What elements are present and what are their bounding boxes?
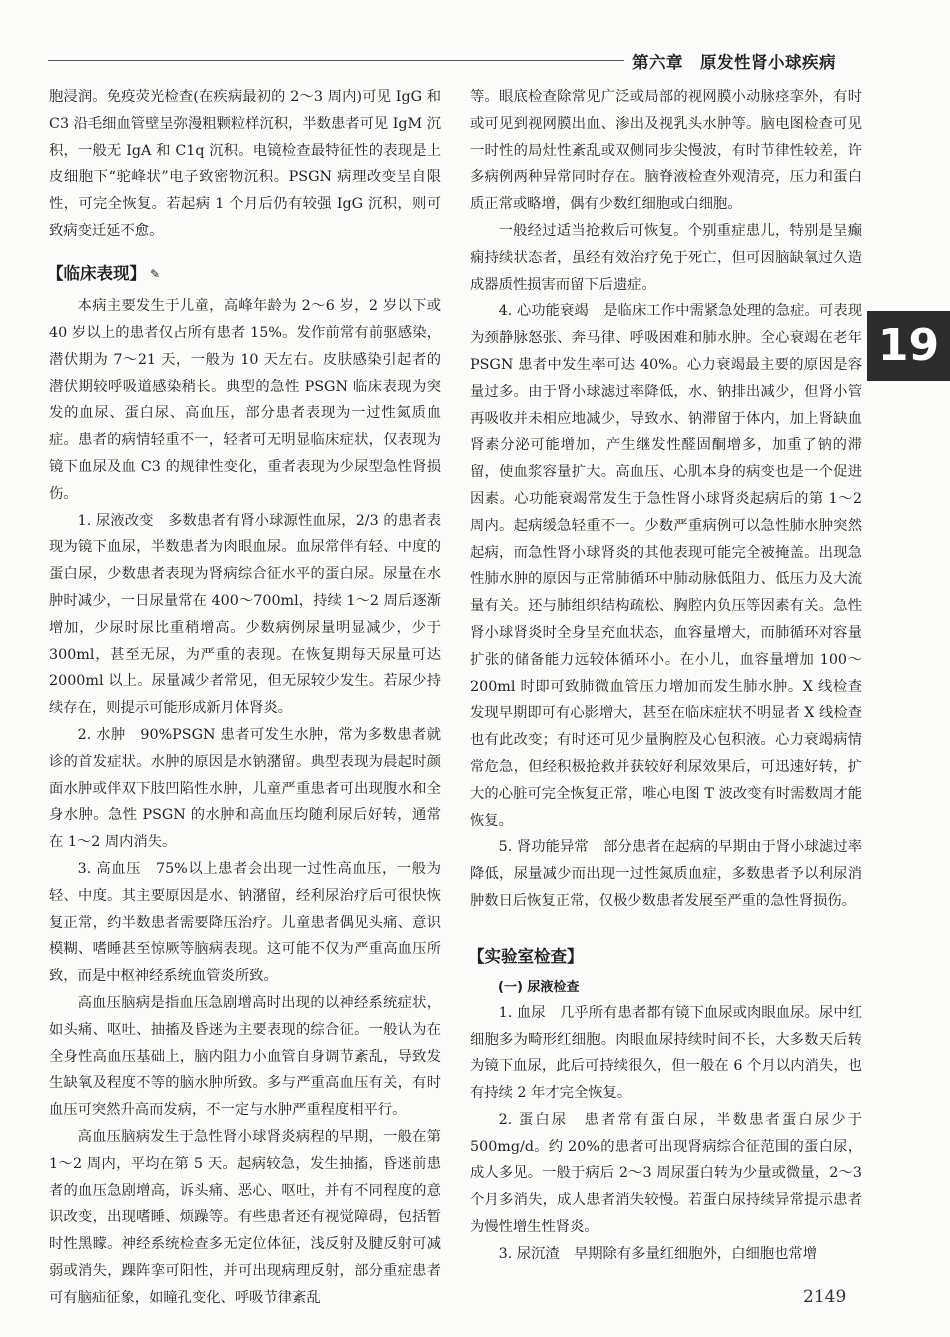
page-number: 2149 bbox=[803, 1287, 847, 1307]
section-heading-clinical-label: 【临床表现】 bbox=[47, 263, 146, 283]
paragraph-pathology-continued: 胞浸润。免疫荧光检查(在疾病最初的 2～3 周内)可见 IgG 和 C3 沿毛细血管壁呈弥漫粗颗粒样沉积，半数患者可见 IgM 沉积，一般无 IgA 和 C1q 沉积。电镜检查最特征性的表现是上皮细胞下“驼峰状”电子致密物沉积。PSGN 病理改变呈自限性，可完全恢复。若起病 1 个月后仍有较强 IgG 沉积，则可致病变迁延不愈。 bbox=[49, 89, 441, 239]
pencil-mark-icon: ✎ bbox=[150, 267, 161, 282]
paragraph-encephalopathy-onset: 高血压脑病发生于急性肾小球肾炎病程的早期，一般在第 1～2 周内，平均在第 5 天。起病较急，发生抽搐，昏迷前患者的血压急剧增高，诉头痛、恶心、呕吐，并有不同程度的意识改变，出现嗜睡、烦躁等。有些患者还有视觉障碍，包括暂时性黑矇。神经系统检查多无定位体征，浅反射及腱反射可减弱或消失，踝阵挛可阳性，并可出现病理反射，部分重症患者可有脑疝征象，如瞳孔变化、呼吸节律紊乱 bbox=[49, 1128, 441, 1306]
paragraph-edema: 2. 水肿 90%PSGN 患者可发生水肿，常为多数患者就诊的首发症状。水肿的原因是水钠潴留。典型表现为晨起时颜面水肿或伴双下肢凹陷性水肿，儿童严重患者可出现腹水和全身水肿。急性 PSGN 的水肿和高血压均随利尿后好转，通常在 1～2 周内消失。 bbox=[49, 727, 441, 851]
header-rule bbox=[48, 60, 624, 61]
paragraph-recovery: 一般经过适当抢救后可恢复。个别重症患儿，特别是呈癫痫持续状态者，虽经有效治疗免于死亡，但可因脑缺氧过久造成器质性损害而留下后遗症。 bbox=[470, 222, 862, 293]
paragraph-clinical-overview: 本病主要发生于儿童，高峰年龄为 2～6 岁，2 岁以下或 40 岁以上的患者仅占所有患者 15%。发作前常有前驱感染，潜伏期为 7～21 天，一般为 10 天左右。皮肤感染引起者的潜伏期较呼吸道感染稍长。典型的急性 PSGN 临床表现为突发的血尿、蛋白尿、高血压，部分患者表现为一过性氮质血症。患者的病情轻重不一，轻者可无明显临床症状，仅表现为镜下血尿及血 C3 的规律性变化，重者表现为少尿型急性肾损伤。 bbox=[49, 298, 441, 502]
paragraph-encephalopathy-continued: 等。眼底检查除常见广泛或局部的视网膜小动脉痉挛外，有时或可见到视网膜出血、渗出及视乳头水肿等。脑电图检查可见一时性的局灶性紊乱或双侧同步尖慢波，有时节律性较差，许多病例两种异常同时存在。脑脊液检查外观清亮，压力和蛋白质正常或略增，偶有少数红细胞或白细胞。 bbox=[470, 89, 862, 213]
paragraph-urine-changes: 1. 尿液改变 多数患者有肾小球源性血尿，2/3 的患者表现为镜下血尿，半数患者为肉眼血尿。血尿常伴有轻、中度的蛋白尿，少数患者表现为肾病综合征水平的蛋白尿。尿量在水肿时减少，一日尿量常在 400～700ml，持续 1～2 周后逐渐增加，少尿时尿比重稍增高。少数病例尿量明显减少，少于 300ml，甚至无尿，为严重的表现。在恢复期每天尿量可达 2000ml 以上。尿量减少者常见，但无尿较少发生。若尿少持续存在，则提示可能形成新月体肾炎。 bbox=[49, 512, 441, 717]
section-heading-lab: 【实验室检查】 bbox=[468, 946, 584, 966]
paragraph-heart-failure: 4. 心功能衰竭 是临床工作中需紧急处理的急症。可表现为颈静脉怒张、奔马律、呼吸困难和肺水肿。全心衰竭在老年 PSGN 患者中发生率可达 40%。心力衰竭最主要的原因是容量过多。由于肾小球滤过率降低，水、钠排出减少，但肾小管再吸收并未相应地减少，导致水、钠滞留于体内，加上肾缺血肾素分泌可能增加，产生继发性醛固酮增多，加重了钠的滞留，使血浆容量扩大。高血压、心肌本身的病变也是一个促进因素。心功能衰竭常发生于急性肾小球肾炎起病后的第 1～2 周内。起病缓急轻重不一。少数严重病例可以急性肺水肿突然起病，而急性肾小球肾炎的其他表现可能完全被掩盖。出现急性肺水肿的原因与正常肺循环中肺动脉低阻力、低压力及大流量有关。还与肺组织结构疏松、胸腔内负压等因素有关。急性肾小球肾炎时全身呈充血状态，血容量增大，而肺循环对容量扩张的储备能力远较体循环小。在小儿，血容量增加 100～200ml 时即可致肺微血管压力增加而发生肺水肿。X 线检查发现早期即可有心影增大，甚至在临床症状不明显者 X 线检查也有此改变；有时还可见少量胸腔及心包积液。心力衰竭病情常危急，但经积极抢救并获较好利尿效果后，可迅速好转，扩大的心脏可完全恢复正常，唯心电图 T 波改变有时需数周才能恢复。 bbox=[470, 303, 862, 829]
paragraph-urine-sediment: 3. 尿沉渣 早期除有多量红细胞外，白细胞也常增 bbox=[498, 1245, 818, 1262]
paragraph-hypertension: 3. 高血压 75%以上患者会出现一过性高血压，一般为轻、中度。其主要原因是水、钠潴留，经利尿治疗后可很快恢复正常，约半数患者需要降压治疗。儿童患者偶见头痛、意识模糊、嗜睡甚至惊厥等脑病表现。这可能不仅为严重高血压所致，而是中枢神经系统血管炎所致。 bbox=[49, 861, 441, 985]
paragraph-proteinuria: 2. 蛋白尿 患者常有蛋白尿，半数患者蛋白尿少于 500mg/d。约 20%的患者可出现肾病综合征范围的蛋白尿，成人多见。一般于病后 2～3 周尿蛋白转为少量或微量，2～3 个月多消失，成人患者消失较慢。若蛋白尿持续异常提示患者为慢性增生性肾炎。 bbox=[470, 1111, 862, 1236]
subsection-heading-urine: (一) 尿液检查 bbox=[498, 979, 580, 995]
paragraph-hematuria: 1. 血尿 几乎所有患者都有镜下血尿或肉眼血尿。尿中红细胞多为畸形红细胞。肉眼血尿持续时间不长，大多数天后转为镜下血尿，此后可持续很久，但一般在 6 个月以内消失，也有持续 2 年才完全恢复。 bbox=[470, 1004, 862, 1102]
left-column bbox=[49, 84, 441, 1312]
paragraph-hypertensive-encephalopathy: 高血压脑病是指血压急剧增高时出现的以神经系统症状，如头痛、呕吐、抽搐及昏迷为主要表现的综合征。一般认为在全身性高血压基础上，脑内阻力小血管自身调节紊乱，导致发生缺氧及程度不等的脑水肿所致。多与严重高血压有关，有时血压可突然升高而发病，不一定与水肿严重程度相平行。 bbox=[49, 995, 441, 1119]
chapter-tab: 19 bbox=[867, 311, 950, 381]
paragraph-renal-dysfunction: 5. 肾功能异常 部分患者在起病的早期由于肾小球滤过率降低，尿量减少而出现一过性氮质血症，多数患者予以利尿消肿数日后恢复正常，仅极少数患者发展至严重的急性肾损伤。 bbox=[470, 839, 862, 909]
section-heading-clinical bbox=[47, 259, 441, 290]
chapter-header-title: 第六章 原发性肾小球疾病 bbox=[632, 53, 836, 72]
right-column bbox=[470, 84, 862, 1268]
